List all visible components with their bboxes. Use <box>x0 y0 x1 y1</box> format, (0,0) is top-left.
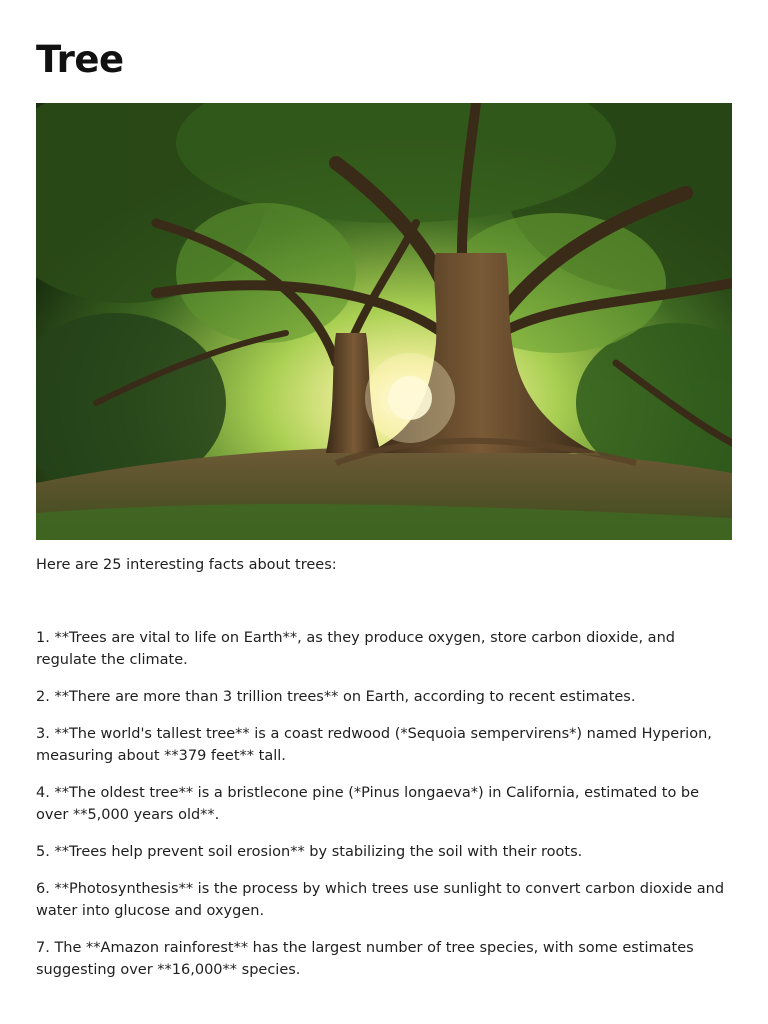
fact-item: 1. **Trees are vital to life on Earth**, as they produce oxygen, store carbon dioxide, and regulate the climate. <box>36 630 675 668</box>
fact-item: 5. **Trees help prevent soil erosion** by stabilizing the soil with their roots. <box>36 844 583 860</box>
fact-item: 6. **Photosynthesis** is the process by which trees use sunlight to convert carbon dioxide and water into glucose and oxygen. <box>36 881 725 919</box>
tree-photo <box>36 103 732 540</box>
page-title: Tree <box>36 38 124 81</box>
intro-text: Here are 25 interesting facts about trees: <box>36 557 337 573</box>
facts-list <box>36 627 732 996</box>
tree-photo-illustration <box>36 103 732 540</box>
fact-item: 4. **The oldest tree** is a bristlecone pine (*Pinus longaeva*) in California, estimated to be over **5,000 years old**. <box>36 785 700 823</box>
fact-item: 3. **The world's tallest tree** is a coast redwood (*Sequoia sempervirens*) named Hyperion, measuring about **379 feet** tall. <box>36 726 712 764</box>
fact-item: 7. The **Amazon rainforest** has the largest number of tree species, with some estimates suggesting over **16,000** species. <box>36 940 694 978</box>
fact-item: 2. **There are more than 3 trillion trees** on Earth, according to recent estimates. <box>36 689 636 705</box>
